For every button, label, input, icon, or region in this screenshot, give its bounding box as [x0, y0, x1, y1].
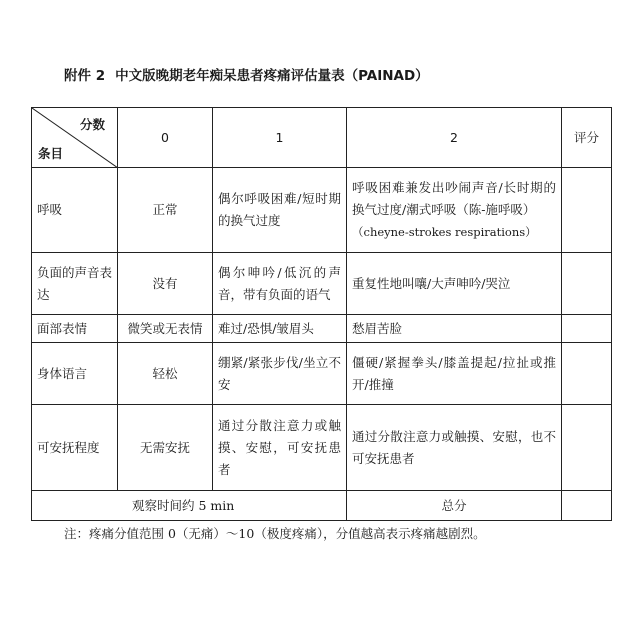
score-1-desc: 通过分散注意力或触摸、安慰，可安抚患者: [213, 405, 347, 491]
score-0-desc: 轻松: [118, 343, 213, 405]
col-header-1: 1: [213, 108, 347, 168]
score-2-desc: 重复性地叫嚷/大声呻吟/哭泣: [347, 253, 562, 315]
score-1-desc: 难过/恐惧/皱眉头: [213, 315, 347, 343]
score-cell[interactable]: [562, 253, 612, 315]
footnote: 注：疼痛分值范围 0（无痛）～10（极度疼痛），分值越高表示疼痛越剧烈。: [64, 526, 486, 541]
item-vocalization: 负面的声音表达: [32, 253, 118, 315]
col-header-2: 2: [347, 108, 562, 168]
table-row: [32, 315, 612, 343]
score-0-desc: 正常: [118, 168, 213, 253]
score-cell[interactable]: [562, 315, 612, 343]
col-header-score: 评分: [562, 108, 612, 168]
header-row: [32, 108, 612, 168]
score-2-desc: [347, 168, 562, 253]
footer-row: [32, 491, 612, 521]
table-row: [32, 253, 612, 315]
score-1-desc: 偶尔呻吟/低沉的声音，带有负面的语气: [213, 253, 347, 315]
table-row: [32, 343, 612, 405]
title-text: 中文版晚期老年痴呆患者疼痛评估量表（PAINAD）: [115, 68, 429, 84]
table-row: [32, 168, 612, 253]
score-2-desc-main: 呼吸困难兼发出吵闹声音/长时期的换气过度/潮式呼吸（陈-施呼吸）: [352, 180, 556, 217]
score-0-desc: 没有: [118, 253, 213, 315]
score-axis-label: 分数: [79, 117, 105, 132]
observation-time: 观察时间约 5 min: [32, 491, 347, 521]
total-score-cell[interactable]: [562, 491, 612, 521]
score-0-desc: 无需安抚: [118, 405, 213, 491]
score-1-desc: 绷紧/紧张步伐/坐立不安: [213, 343, 347, 405]
item-breathing: 呼吸: [32, 168, 118, 253]
total-score-label: 总分: [347, 491, 562, 521]
diagonal-header-cell: [32, 108, 118, 168]
score-1-desc: 偶尔呼吸困难/短时期的换气过度: [213, 168, 347, 253]
score-cell[interactable]: [562, 168, 612, 253]
table-row: [32, 405, 612, 491]
score-2-desc: 愁眉苦脸: [347, 315, 562, 343]
appendix-label: 附件 2: [64, 68, 106, 84]
score-2-desc: 通过分散注意力或触摸、安慰，也不可安抚患者: [347, 405, 562, 491]
document-title: [64, 64, 429, 84]
item-consolability: 可安抚程度: [32, 405, 118, 491]
score-2-desc: 僵硬/紧握拳头/膝盖提起/拉扯或推开/推撞: [347, 343, 562, 405]
score-2-desc-latin: （cheyne-strokes respirations）: [352, 225, 537, 239]
score-0-desc: 微笑或无表情: [118, 315, 213, 343]
col-header-0: 0: [118, 108, 213, 168]
item-facial-expression: 面部表情: [32, 315, 118, 343]
item-body-language: 身体语言: [32, 343, 118, 405]
score-cell[interactable]: [562, 343, 612, 405]
painad-table: [31, 107, 612, 521]
item-axis-label: 条目: [38, 146, 64, 161]
score-cell[interactable]: [562, 405, 612, 491]
